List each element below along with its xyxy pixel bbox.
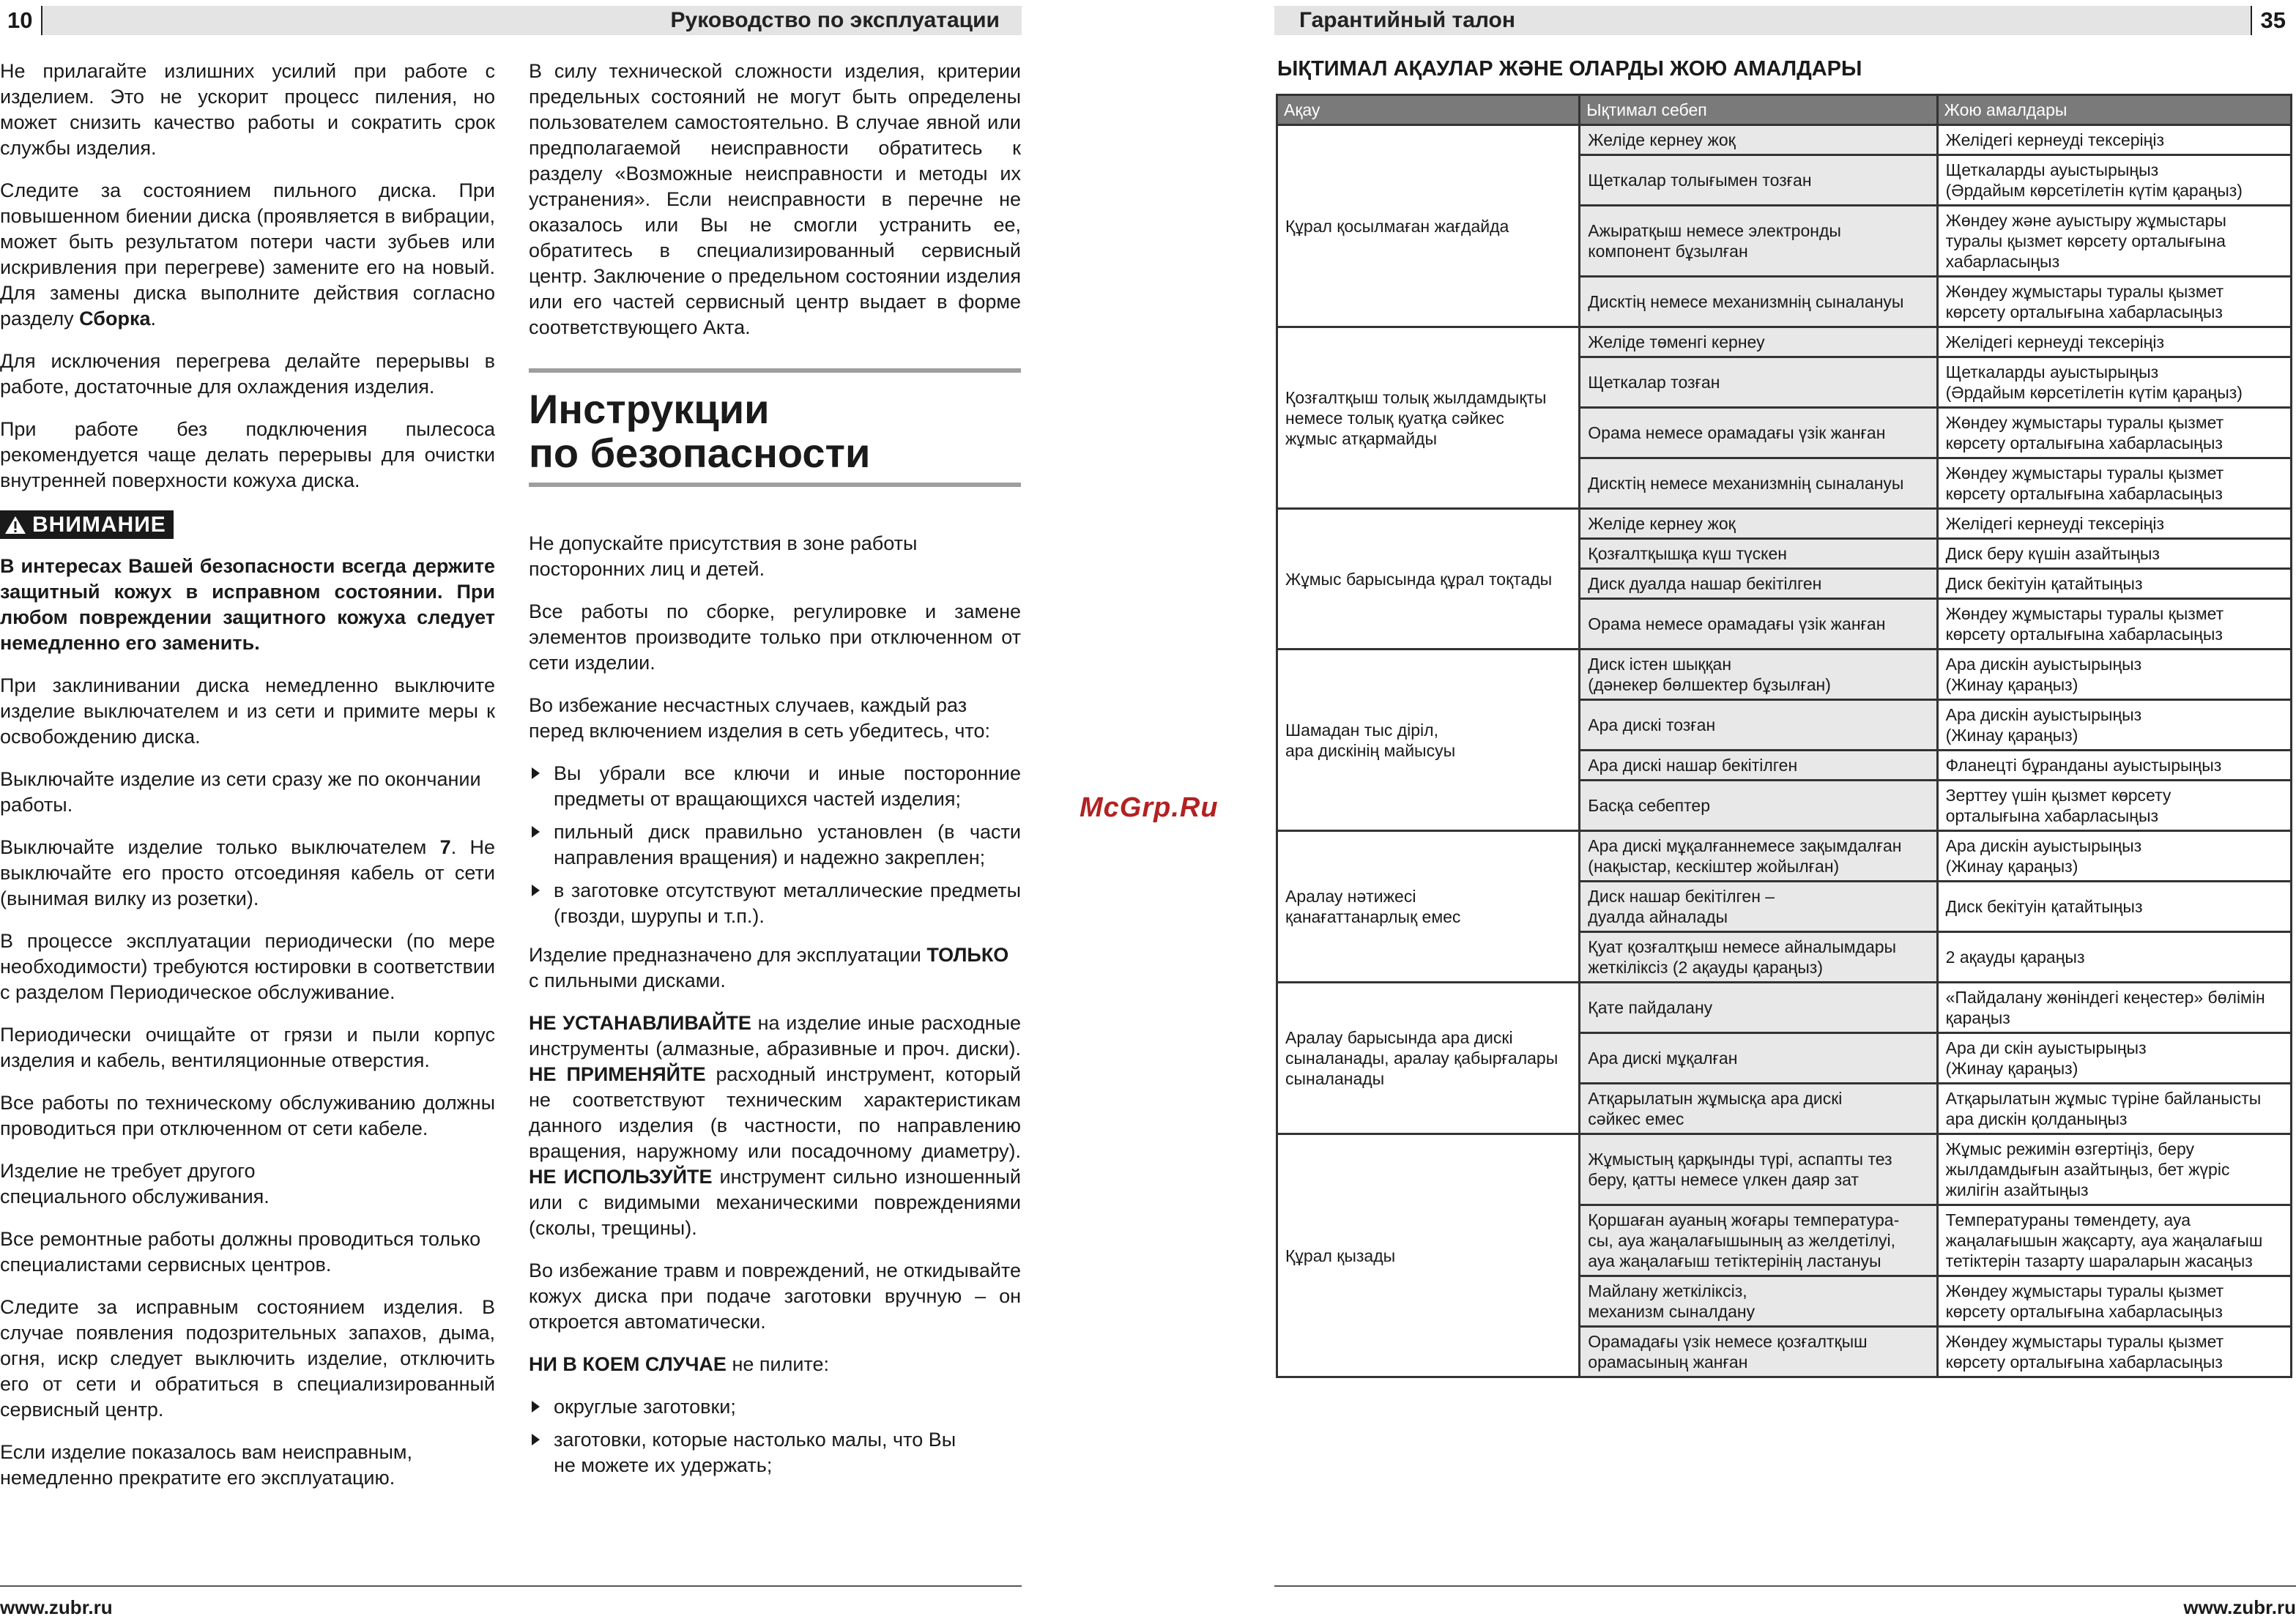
cause-cell: Жұмыстың қарқынды түрі, аспапты тез беру, қатты немесе үлкен даяр зат (1580, 1134, 1937, 1205)
table-row (1277, 509, 2292, 539)
table-row (1277, 125, 2292, 155)
paragraph-text: на изделие иные расходные инструменты (алмазные, абразивные и проч. диски). (529, 1012, 1021, 1060)
paragraph: Если изделие показалось вам неисправным, немедленно прекратите его эксплуатацию. (0, 1441, 412, 1489)
left-page-number: 10 (0, 6, 42, 35)
paragraph-bold: НЕ ПРИМЕНЯЙТЕ (529, 1063, 706, 1085)
fix-cell: Жөндеу жұмыстары туралы қызмет көрсету орталығына хабарласыңыз (1937, 1276, 2291, 1327)
symptom-cell: Жұмыс барысында құрал тоқтады (1277, 509, 1580, 650)
paragraph-text: Следите за состоянием пильного диска. При повышенном биении диска (проявляется в вибрации, может быть результатом потери части зубьев или искривления при перегреве) замените его на новый. Для замены диска выполните действия согласно разделу (0, 179, 495, 330)
cause-cell: Қате пайдалану (1580, 983, 1937, 1033)
table-row (1277, 650, 2292, 700)
cause-cell: Басқа себептер (1580, 781, 1937, 831)
fix-cell: Диск бекітуін қатайтыңыз (1937, 569, 2291, 599)
paragraph (529, 1352, 1021, 1377)
cause-cell: Диск дуалда нашар бекітілген (1580, 569, 1937, 599)
left-footer-url[interactable]: www.zubr.ru (0, 1596, 113, 1618)
arrow-bullet-icon (532, 885, 540, 896)
paragraph (529, 1011, 1021, 1241)
arrow-bullet-icon (532, 1434, 540, 1445)
cause-cell: Дисктің немесе механизмнің сыналануы (1580, 458, 1937, 509)
table-body (1277, 125, 2292, 1377)
cause-cell: Майлану жеткіліксіз, механизм сыналдану (1580, 1276, 1937, 1327)
cause-cell: Қозғалтқышқа күш түскен (1580, 539, 1937, 569)
cause-cell: Диск нашар бекітілген – дуалда айналады (1580, 882, 1937, 932)
fix-cell: Ара дискін ауыстырыңыз (Жинау қараңыз) (1937, 650, 2291, 700)
right-page-header-title: Гарантийный талон (1299, 8, 1516, 32)
fix-cell: Ара дискін ауыстырыңыз (Жинау қараңыз) (1937, 831, 2291, 882)
warning-text: В интересах Вашей безопасности всегда держите защитный кожух в исправном состоянии. При любом повреждении защитного кожуха следует немедленно его заменить. (0, 555, 495, 654)
table-row (1277, 831, 2292, 882)
warning-triangle-icon (4, 516, 26, 535)
paragraph: Следите за исправным состоянием изделия. В случае появления подозрительных запахов, дыма, огня, искр следует выключить изделие, отключить его от сети и обратиться в специализированный сервисный центр. (0, 1296, 495, 1421)
cause-cell: Желіде кернеу жоқ (1580, 125, 1937, 155)
right-page-number: 35 (2251, 6, 2296, 35)
fix-cell: Жөндеу және ауыстыру жұмыстары туралы қызмет көрсету орталығына хабарласыңыз (1937, 206, 2291, 277)
fix-cell: Жұмыс режимін өзгертіңіз, беру жылдамдығын азайтыңыз, бет жүріс жилігін азайтыңыз (1937, 1134, 2291, 1205)
table-row (1277, 983, 2292, 1033)
fix-cell: Жөндеу жұмыстары туралы қызмет көрсету орталығына хабарласыңыз (1937, 458, 2291, 509)
fix-cell: Щеткаларды ауыстырыңыз (Әрдайым көрсетілетін күтім қараңыз) (1937, 155, 2291, 206)
paragraph (0, 178, 495, 332)
section-heading-line: по безопасности (529, 430, 871, 476)
list-item-text: округлые заготовки; (554, 1396, 736, 1418)
cause-cell: Қуат қозғалтқыш немесе айналымдары жеткіліксіз (2 ақауды қараңыз) (1580, 932, 1937, 983)
cause-cell: Орама немесе орамадағы үзік жанған (1580, 408, 1937, 458)
list-item-text: Вы убрали все ключи и иные посторонние предметы от вращающихся частей изделия; (554, 762, 1021, 810)
left-column-a (0, 59, 495, 1508)
precheck-list (529, 761, 1021, 929)
table-row (1277, 1134, 2292, 1205)
right-page-header (1274, 6, 2296, 35)
paragraph-text: . Не выключайте его просто отсоединяя кабель от сети (вынимая вилку из розетки). (0, 836, 495, 909)
cause-cell: Ара дискі мұқалғаннемесе зақымдалған (нақыстар, кескіштер жойылған) (1580, 831, 1937, 882)
paragraph: Во избежание травм и повреждений, не откидывайте кожух диска при подаче заготовки вручную – он откроется автоматически. (529, 1259, 1021, 1333)
column-header: Ақау (1277, 95, 1580, 125)
paragraph-bold: 7 (439, 836, 451, 858)
paragraph: Изделие не требует другого специального обслуживания. (0, 1160, 270, 1207)
warning-label: ВНИМАНИЕ (32, 513, 166, 537)
left-page (0, 0, 1025, 1618)
paragraph-bold: Сборка (79, 308, 151, 330)
section-heading-line: Инструкции (529, 386, 770, 432)
paragraph: Не прилагайте излишних усилий при работе с изделием. Это не ускорит процесс пиления, но может снизить качество работы и сократить срок службы изделия. (0, 60, 495, 159)
paragraph (0, 835, 495, 912)
fix-cell: Щеткаларды ауыстырыңыз (Әрдайым көрсетілетін күтім қараңыз) (1937, 357, 2291, 408)
paragraph-text: с пильными дисками. (529, 969, 726, 991)
paragraph: При заклинивании диска немедленно выключите изделие выключателем и из сети и примите меры к освобождению диска. (0, 674, 495, 748)
fix-cell: Диск беру күшін азайтыңыз (1937, 539, 2291, 569)
arrow-bullet-icon (532, 826, 540, 838)
paragraph: Выключайте изделие из сети сразу же по окончании работы. (0, 768, 481, 816)
section-rule-top (529, 368, 1021, 373)
fix-cell: Ара ди скін ауыстырыңыз (Жинау қараңыз) (1937, 1033, 2291, 1084)
left-column-b (529, 59, 1021, 1492)
cause-cell: Ажыратқыш немесе электронды компонент бұзылған (1580, 206, 1937, 277)
paragraph-text: инструмент сильно изношенный или с видимыми механическими повреждениями (сколы, трещины). (529, 1166, 1021, 1239)
paragraph: Для исключения перегрева делайте перерывы в работе, достаточные для охлаждения изделия. (0, 350, 495, 398)
right-footer-url[interactable]: www.zubr.ru (2183, 1596, 2296, 1618)
section-rule-bottom (529, 483, 1021, 487)
cause-cell: Щеткалар толығымен тозған (1580, 155, 1937, 206)
paragraph-bold: НЕ УСТАНАВЛИВАЙТЕ (529, 1012, 751, 1034)
cause-cell: Орамадағы үзік немесе қозғалтқыш орамасының жанған (1580, 1327, 1937, 1377)
paragraph-text: расходный инструмент, который не соответствуют техническим характеристикам данного изделия (в частности, по направлению вращения, наружному или посадочному диаметру). (529, 1063, 1021, 1162)
cause-cell: Желіде кернеу жоқ (1580, 509, 1937, 539)
cause-cell: Орама немесе орамадағы үзік жанған (1580, 599, 1937, 650)
troubleshooting-table (1276, 94, 2292, 1378)
paragraph (529, 942, 1021, 994)
list-item-text: пильный диск правильно установлен (в части направления вращения) и надежно закреплен; (554, 821, 1021, 868)
list-item-text: в заготовке отсутствуют металлические предметы (гвозди, шурупы и т.п.). (554, 879, 1021, 927)
cause-cell: Диск істен шыққан (дәнекер бөлшектер бұзылған) (1580, 650, 1937, 700)
left-page-header-title: Руководство по эксплуатации (670, 8, 1000, 32)
symptom-cell: Аралау нәтижесі қанағаттанарлық емес (1277, 831, 1580, 983)
column-header: Ықтимал себеп (1580, 95, 1937, 125)
symptom-cell: Аралау барысында ара дискі сыналанады, аралау қабырғалары сыналанады (1277, 983, 1580, 1134)
fix-cell: Желідегі кернеуді тексеріңіз (1937, 327, 2291, 357)
fix-cell: Ара дискін ауыстырыңыз (Жинау қараңыз) (1937, 700, 2291, 751)
table-header-row (1277, 95, 2292, 125)
fix-cell: Желідегі кернеуді тексеріңіз (1937, 509, 2291, 539)
cause-cell: Дисктің немесе механизмнің сыналануы (1580, 277, 1937, 327)
paragraph: Во избежание несчастных случаев, каждый раз перед включением изделия в сеть убедитесь, что: (529, 694, 990, 742)
paragraph: Все работы по сборке, регулировке и замене элементов производите только при отключенном от сети изделии. (529, 600, 1021, 674)
fix-cell: Жөндеу жұмыстары туралы қызмет көрсету орталығына хабарласыңыз (1937, 1327, 2291, 1377)
fix-cell: Зерттеу үшін қызмет көрсету орталығына хабарласыңыз (1937, 781, 2291, 831)
cause-cell: Желіде төменгі кернеу (1580, 327, 1937, 357)
list-item (529, 819, 1021, 871)
right-footer-rule (1274, 1585, 2296, 1587)
fix-cell: Фланецті бұранданы ауыстырыңыз (1937, 751, 2291, 781)
paragraph: В процессе эксплуатации периодически (по мере необходимости) требуются юстировки в соответствии с разделом Периодическое обслуживание. (0, 930, 495, 1003)
paragraph-text: Изделие предназначено для эксплуатации (529, 944, 927, 966)
section-heading (529, 387, 1021, 475)
fix-cell: Жөндеу жұмыстары туралы қызмет көрсету орталығына хабарласыңыз (1937, 277, 2291, 327)
do-not-cut-list (529, 1394, 1021, 1478)
fix-cell: Жөндеу жұмыстары туралы қызмет көрсету орталығына хабарласыңыз (1937, 599, 2291, 650)
list-item (529, 1427, 964, 1478)
paragraph-bold: НЕ ИСПОЛЬЗУЙТЕ (529, 1166, 713, 1188)
symptom-cell: Құрал қызады (1277, 1134, 1580, 1377)
left-footer-rule (0, 1585, 1022, 1587)
warning-badge (0, 510, 174, 539)
paragraph: При работе без подключения пылесоса рекомендуется чаще делать перерывы для очистки внутренней поверхности кожуха диска. (0, 418, 495, 491)
cause-cell: Ара дискі нашар бекітілген (1580, 751, 1937, 781)
left-page-header (0, 6, 1022, 35)
table-row (1277, 327, 2292, 357)
paragraph: Все ремонтные работы должны проводиться только специалистами сервисных центров. (0, 1228, 481, 1276)
cause-cell: Атқарылатын жұмысқа ара дискі сәйкес емес (1580, 1084, 1937, 1134)
symptom-cell: Шамадан тыс діріл, ара дискінің майысуы (1277, 650, 1580, 831)
cause-cell: Ара дискі мұқалған (1580, 1033, 1937, 1084)
fix-cell: Атқарылатын жұмыс түріне байланысты ара дискін қолданыңыз (1937, 1084, 2291, 1134)
paragraph-bold: НИ В КОЕМ СЛУЧАЕ (529, 1353, 727, 1375)
table-title: ЫҚТИМАЛ АҚАУЛАР ЖӘНЕ ОЛАРДЫ ЖОЮ АМАЛДАРЫ (1277, 57, 1862, 81)
fix-cell: Температураны төмендету, ауа жаңалағышын жақсарту, ауа жаңалағыш тетіктерін тазарту шараларын жасаңыз (1937, 1205, 2291, 1276)
fix-cell: 2 ақауды қараңыз (1937, 932, 2291, 983)
symptom-cell: Қозғалтқыш толық жылдамдықты немесе толық қуатқа сәйкес жұмыс атқармайды (1277, 327, 1580, 509)
list-item (529, 878, 1021, 929)
cause-cell: Қоршаған ауаның жоғары температура- сы, ауа жаңалағышының аз желдетілуі, ауа жаңалағыш тетіктерінің ластануы (1580, 1205, 1937, 1276)
fix-cell: «Пайдалану жөніндегі кеңестер» бөлімін қараңыз (1937, 983, 2291, 1033)
paragraph: В силу технической сложности изделия, критерии предельных состояний не могут быть определены пользователем самостоятельно. В случае явной или предполагаемой неисправности обратитесь к разделу «Возможные неисправности и методы их устранения». Если неисправности в перечне не оказалось или Вы не смогли устранить ее, обратитесь в специализированный сервисный центр. Заключение о предельном состоянии изделия или его частей сервисный центр выдает в форме соответствующего Акта. (529, 60, 1021, 338)
paragraph-bold: ТОЛЬКО (926, 944, 1009, 966)
fix-cell: Диск бекітуін қатайтыңыз (1937, 882, 2291, 932)
list-item-text: заготовки, которые настолько малы, что Вы не можете их удержать; (554, 1429, 956, 1476)
paragraph: Не допускайте присутствия в зоне работы посторонних лиц и детей. (529, 532, 918, 580)
paragraph-text: . (150, 308, 157, 330)
paragraph-text: Выключайте изделие только выключателем (0, 836, 440, 858)
paragraph: Периодически очищайте от грязи и пыли корпус изделия и кабель, вентиляционные отверстия. (0, 1024, 495, 1071)
right-page (1274, 0, 2296, 1618)
cause-cell: Щеткалар тозған (1580, 357, 1937, 408)
list-item (529, 1394, 1021, 1420)
paragraph-text: не пилите: (726, 1353, 829, 1375)
arrow-bullet-icon (532, 767, 540, 779)
arrow-bullet-icon (532, 1401, 540, 1413)
cause-cell: Ара дискі тозған (1580, 700, 1937, 751)
column-header: Жою амалдары (1937, 95, 2291, 125)
paragraph: Все работы по техническому обслуживанию должны проводиться при отключенном от сети кабеле. (0, 1092, 495, 1139)
watermark: McGrp.Ru (1080, 792, 1219, 823)
fix-cell: Жөндеу жұмыстары туралы қызмет көрсету орталығына хабарласыңыз (1937, 408, 2291, 458)
symptom-cell: Құрал қосылмаған жағдайда (1277, 125, 1580, 327)
fix-cell: Желідегі кернеуді тексеріңіз (1937, 125, 2291, 155)
list-item (529, 761, 1021, 812)
